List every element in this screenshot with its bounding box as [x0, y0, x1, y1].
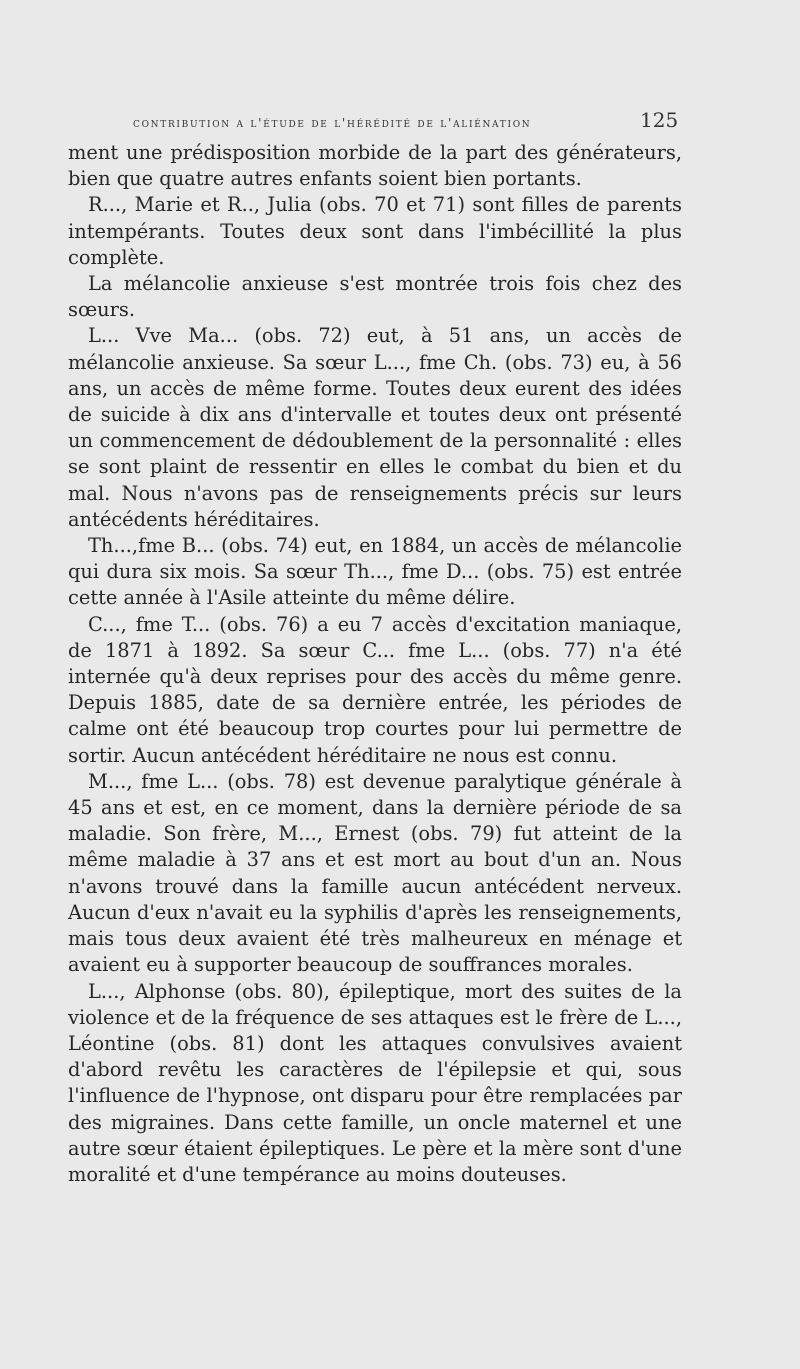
page-number: 125: [640, 108, 679, 132]
paragraph: R..., Marie et R.., Julia (obs. 70 et 71) sont filles de parents intempérants. Toutes deux sont dans l'imbécillité la plus complète.: [68, 193, 682, 269]
paragraph: Th...,fme B... (obs. 74) eut, en 1884, un accès de mélancolie qui dura six mois. Sa sœur Th..., fme D... (obs. 75) est entrée cette année à l'Asile atteinte du même délire.: [68, 534, 682, 610]
paragraph: ment une prédisposition morbide de la part des générateurs, bien que quatre autres enfants soient bien portants.: [68, 141, 682, 191]
paragraph: L... Vve Ma... (obs. 72) eut, à 51 ans, un accès de mélancolie anxieuse. Sa sœur L..., fme Ch. (obs. 73) eu, à 56 ans, un accès de même forme. Toutes deux eurent des idées de suicide à dix ans d'intervalle et toutes deux ont présenté un commencement de dédoublement de la personnalité : elles se sont plaint de ressentir en elles le combat du bien et du mal. Nous n'avons pas de renseignements précis sur leurs antécédents héréditaires.: [68, 324, 682, 531]
paragraph: La mélancolie anxieuse s'est montrée trois fois chez des sœurs.: [68, 272, 682, 322]
running-title: contribution a l'étude de l'hérédité de l'aliénation: [133, 115, 532, 130]
paragraph: M..., fme L... (obs. 78) est devenue paralytique générale à 45 ans et est, en ce moment, dans la dernière période de sa maladie. Son frère, M..., Ernest (obs. 79) fut atteint de la même maladie à 37 ans et est mort au bout d'un an. Nous n'avons trouvé dans la famille aucun antécédent nerveux. Aucun d'eux n'avait eu la syphilis d'après les renseignements, mais tous deux avaient été très malheureux en ménage et avaient eu à supporter beaucoup de souffrances morales.: [68, 769, 682, 977]
body-text: [68, 140, 682, 1188]
paragraph: L..., Alphonse (obs. 80), épileptique, mort des suites de la violence et de la fréquence de ses attaques est le frère de L..., Léontine (obs. 81) dont les attaques convulsives avaient d'abord revêtu les caractères de l'épilepsie et qui, sous l'influence de l'hypnose, ont disparu pour être remplacées par des migraines. Dans cette famille, un oncle maternel et une autre sœur étaient épileptiques. Le père et la mère sont d'une moralité et d'une tempérance au moins douteuses.: [68, 979, 682, 1186]
paragraph: C..., fme T... (obs. 76) a eu 7 accès d'excitation maniaque, de 1871 à 1892. Sa sœur C... fme L... (obs. 77) n'a été internée qu'à deux reprises pour des accès du même genre. Depuis 1885, date de sa dernière entrée, les périodes de calme ont été beaucoup trop courtes pour lui permettre de sortir. Aucun antécédent héréditaire ne nous est connu.: [68, 612, 682, 767]
